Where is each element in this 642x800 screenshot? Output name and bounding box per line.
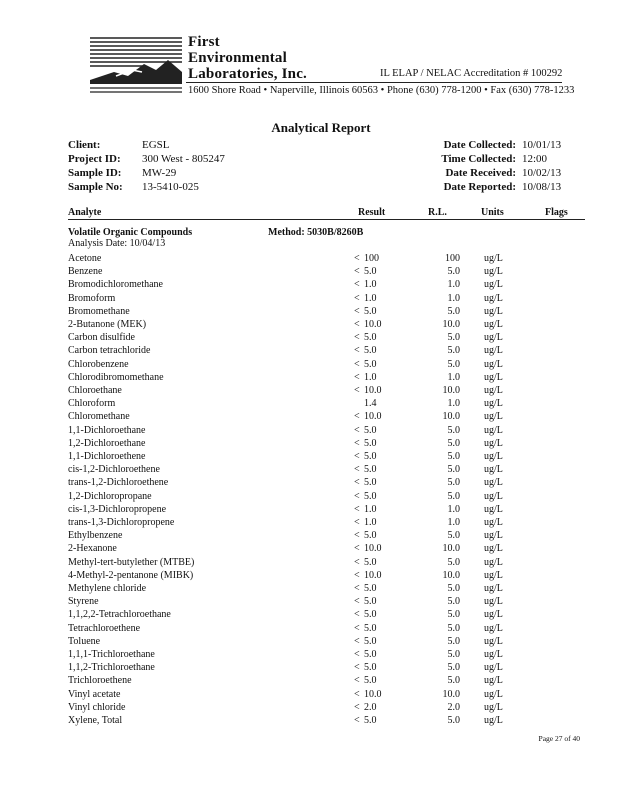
result-cell: 5.0 xyxy=(364,451,377,462)
date-received-value: 10/02/13 xyxy=(522,167,562,179)
rl-cell: 5.0 xyxy=(447,715,460,726)
rl-cell: 5.0 xyxy=(447,609,460,621)
units-cell: ug/L xyxy=(484,609,503,621)
result-cell: 5.0 xyxy=(364,490,377,502)
units-cell: ug/L xyxy=(484,530,503,542)
analyte-cell: Styrene xyxy=(68,596,99,608)
company-address: 1600 Shore Road • Naperville, Illinois 60563 • Phone (630) 778-1200 • Fax (630) 778-1233 xyxy=(188,85,575,96)
qualifier-cell: < xyxy=(354,305,360,317)
units-cell: ug/L xyxy=(484,503,503,515)
rl-cell: 10.0 xyxy=(442,543,460,555)
result-cell: 5.0 xyxy=(364,583,377,594)
analyte-cell: cis-1,3-Dichloropropene xyxy=(68,503,167,515)
analyte-cell: 1,1,1-Trichloroethane xyxy=(68,649,155,660)
qualifier-cell: < xyxy=(354,675,360,687)
rl-cell: 5.0 xyxy=(447,662,460,674)
rl-cell: 5.0 xyxy=(447,424,460,436)
qualifier-cell: < xyxy=(354,477,360,489)
rl-cell: 5.0 xyxy=(447,451,460,462)
qualifier-cell: < xyxy=(354,345,360,357)
units-cell: ug/L xyxy=(484,253,503,264)
result-cell: 10.0 xyxy=(364,385,382,396)
units-cell: ug/L xyxy=(484,649,503,660)
units-cell: ug/L xyxy=(484,543,503,555)
result-cell: 5.0 xyxy=(364,424,377,436)
analyte-cell: Chloroethane xyxy=(68,385,122,396)
qualifier-cell: < xyxy=(354,517,360,528)
analyte-cell: Methyl-tert-butylether (MTBE) xyxy=(68,556,195,568)
result-cell: 5.0 xyxy=(364,530,377,542)
client-value: EGSL xyxy=(142,139,170,151)
analyte-cell: Methylene chloride xyxy=(68,583,147,594)
rl-cell: 5.0 xyxy=(447,583,460,594)
analyte-cell: Toluene xyxy=(68,635,101,647)
qualifier-cell: < xyxy=(354,649,360,660)
units-cell: ug/L xyxy=(484,371,503,383)
rl-cell: 5.0 xyxy=(447,464,460,476)
analyte-cell: 1,1,2,2-Tetrachloroethane xyxy=(68,609,171,621)
result-cell: 2.0 xyxy=(364,701,377,713)
date-collected-label: Date Collected: xyxy=(443,139,516,151)
result-cell: 5.0 xyxy=(364,477,377,489)
units-cell: ug/L xyxy=(484,305,503,317)
analyte-cell: 2-Hexanone xyxy=(68,543,117,555)
analyte-cell: Tetrachloroethene xyxy=(68,622,141,634)
units-cell: ug/L xyxy=(484,596,503,608)
units-cell: ug/L xyxy=(484,490,503,502)
qualifier-cell: < xyxy=(354,635,360,647)
rl-cell: 100 xyxy=(445,253,460,264)
rl-cell: 5.0 xyxy=(447,437,460,449)
rl-cell: 5.0 xyxy=(447,266,460,278)
result-cell: 5.0 xyxy=(364,437,377,449)
table-header-divider xyxy=(68,219,585,220)
qualifier-cell: < xyxy=(354,332,360,344)
date-reported-label: Date Reported: xyxy=(443,181,516,193)
qualifier-cell: < xyxy=(354,688,360,700)
units-cell: ug/L xyxy=(484,477,503,489)
analyte-cell: Benzene xyxy=(68,266,103,278)
company-logo xyxy=(86,32,186,94)
qualifier-cell: < xyxy=(354,583,360,594)
analyte-cell: cis-1,2-Dichloroethene xyxy=(68,464,160,476)
date-collected-value: 10/01/13 xyxy=(522,139,562,151)
qualifier-cell: < xyxy=(354,701,360,713)
qualifier-cell: < xyxy=(354,451,360,462)
client-label: Client: xyxy=(68,139,101,151)
analyte-cell: Trichloroethene xyxy=(68,675,132,687)
result-cell: 5.0 xyxy=(364,556,377,568)
rl-cell: 1.0 xyxy=(447,503,460,515)
qualifier-cell: < xyxy=(354,437,360,449)
analyte-cell: 1,2-Dichloroethane xyxy=(68,437,146,449)
result-cell: 1.0 xyxy=(364,371,377,383)
sample-id-value: MW-29 xyxy=(142,167,177,179)
analyte-cell: 1,1,2-Trichloroethane xyxy=(68,662,155,674)
units-cell: ug/L xyxy=(484,451,503,462)
rl-cell: 10.0 xyxy=(442,319,460,330)
qualifier-cell: < xyxy=(354,292,360,304)
company-name-line-1: First xyxy=(188,34,220,50)
analyte-cell: Vinyl chloride xyxy=(68,701,126,713)
result-cell: 5.0 xyxy=(364,596,377,608)
units-cell: ug/L xyxy=(484,701,503,713)
rl-cell: 5.0 xyxy=(447,556,460,568)
units-cell: ug/L xyxy=(484,385,503,396)
units-cell: ug/L xyxy=(484,332,503,344)
company-name-line-3: Laboratories, Inc. xyxy=(188,66,308,82)
analyte-cell: 2-Butanone (MEK) xyxy=(68,319,147,330)
analyte-cell: 1,1-Dichloroethene xyxy=(68,451,146,462)
rl-cell: 1.0 xyxy=(447,292,460,304)
rl-cell: 1.0 xyxy=(447,371,460,383)
units-cell: ug/L xyxy=(484,411,503,423)
result-cell: 5.0 xyxy=(364,345,377,357)
qualifier-cell: < xyxy=(354,490,360,502)
qualifier-cell: < xyxy=(354,530,360,542)
rl-cell: 5.0 xyxy=(447,345,460,357)
qualifier-cell: < xyxy=(354,556,360,568)
units-cell: ug/L xyxy=(484,358,503,370)
result-cell: 1.0 xyxy=(364,292,377,304)
result-cell: 5.0 xyxy=(364,715,377,726)
qualifier-cell: < xyxy=(354,543,360,555)
units-cell: ug/L xyxy=(484,569,503,581)
report-title: Analytical Report xyxy=(271,120,371,135)
result-cell: 5.0 xyxy=(364,635,377,647)
result-cell: 5.0 xyxy=(364,649,377,660)
analyte-cell: Xylene, Total xyxy=(68,715,123,726)
result-cell: 100 xyxy=(364,253,379,264)
units-cell: ug/L xyxy=(484,517,503,528)
qualifier-cell: < xyxy=(354,424,360,436)
analyte-cell: 1,2-Dichloropropane xyxy=(68,490,152,502)
rl-cell: 1.0 xyxy=(447,517,460,528)
qualifier-cell: < xyxy=(354,622,360,634)
analyte-column-header: Analyte xyxy=(68,207,102,218)
rl-column-header: R.L. xyxy=(428,207,447,218)
qualifier-cell: < xyxy=(354,715,360,726)
flags-column-header: Flags xyxy=(545,207,568,218)
units-cell: ug/L xyxy=(484,556,503,568)
units-cell: ug/L xyxy=(484,398,503,410)
units-cell: ug/L xyxy=(484,715,503,726)
result-cell: 10.0 xyxy=(364,569,382,581)
units-cell: ug/L xyxy=(484,662,503,674)
qualifier-cell: < xyxy=(354,266,360,278)
rl-cell: 5.0 xyxy=(447,635,460,647)
sample-id-label: Sample ID: xyxy=(68,167,122,179)
result-cell: 10.0 xyxy=(364,543,382,555)
units-cell: ug/L xyxy=(484,675,503,687)
analyte-cell: 4-Methyl-2-pentanone (MIBK) xyxy=(68,569,194,581)
sample-no-value: 13-5410-025 xyxy=(142,181,199,193)
rl-cell: 5.0 xyxy=(447,675,460,687)
rl-cell: 5.0 xyxy=(447,305,460,317)
method-label: Method: 5030B/8260B xyxy=(268,227,364,238)
result-cell: 5.0 xyxy=(364,332,377,344)
qualifier-cell: < xyxy=(354,253,360,264)
analyte-cell: Acetone xyxy=(68,253,102,264)
analyte-cell: Chloromethane xyxy=(68,411,130,423)
units-column-header: Units xyxy=(481,207,504,218)
result-cell: 5.0 xyxy=(364,305,377,317)
page-number: Page 27 of 40 xyxy=(538,734,580,743)
rl-cell: 5.0 xyxy=(447,477,460,489)
qualifier-cell: < xyxy=(354,319,360,330)
time-collected-label: Time Collected: xyxy=(441,153,516,165)
rl-cell: 2.0 xyxy=(447,701,460,713)
qualifier-cell: < xyxy=(354,464,360,476)
analyte-cell: trans-1,2-Dichloroethene xyxy=(68,477,169,489)
result-cell: 5.0 xyxy=(364,675,377,687)
units-cell: ug/L xyxy=(484,464,503,476)
result-cell: 10.0 xyxy=(364,688,382,700)
analyte-cell: Bromomethane xyxy=(68,305,130,317)
units-cell: ug/L xyxy=(484,292,503,304)
units-cell: ug/L xyxy=(484,622,503,634)
rl-cell: 5.0 xyxy=(447,649,460,660)
result-cell: 5.0 xyxy=(364,622,377,634)
rl-cell: 1.0 xyxy=(447,398,460,410)
result-cell: 1.0 xyxy=(364,279,377,291)
rl-cell: 10.0 xyxy=(442,385,460,396)
qualifier-cell: < xyxy=(354,609,360,621)
qualifier-cell: < xyxy=(354,569,360,581)
qualifier-cell: < xyxy=(354,279,360,291)
result-cell: 5.0 xyxy=(364,609,377,621)
analyte-cell: trans-1,3-Dichloropropene xyxy=(68,517,175,528)
analyte-cell: 1,1-Dichloroethane xyxy=(68,424,146,436)
company-name xyxy=(188,34,307,82)
qualifier-cell: < xyxy=(354,411,360,423)
result-cell: 1.0 xyxy=(364,503,377,515)
analyte-cell: Chlorodibromomethane xyxy=(68,371,164,383)
company-name-line-2: Environmental xyxy=(188,50,288,66)
result-cell: 5.0 xyxy=(364,662,377,674)
units-cell: ug/L xyxy=(484,437,503,449)
time-collected-value: 12:00 xyxy=(522,153,548,165)
header-divider xyxy=(186,82,562,83)
units-cell: ug/L xyxy=(484,279,503,291)
units-cell: ug/L xyxy=(484,688,503,700)
units-cell: ug/L xyxy=(484,266,503,278)
qualifier-cell: < xyxy=(354,596,360,608)
result-cell: 5.0 xyxy=(364,358,377,370)
rl-cell: 10.0 xyxy=(442,569,460,581)
analyte-cell: Ethylbenzene xyxy=(68,530,123,542)
analyte-cell: Chloroform xyxy=(68,398,116,410)
analysis-date: Analysis Date: 10/04/13 xyxy=(68,238,166,249)
date-received-label: Date Received: xyxy=(445,167,516,179)
rl-cell: 10.0 xyxy=(442,411,460,423)
rl-cell: 5.0 xyxy=(447,530,460,542)
sample-no-label: Sample No: xyxy=(68,181,123,193)
result-column-header: Result xyxy=(358,207,386,218)
rl-cell: 5.0 xyxy=(447,622,460,634)
rl-cell: 10.0 xyxy=(442,688,460,700)
accreditation-number: IL ELAP / NELAC Accreditation # 100292 xyxy=(380,68,563,79)
units-cell: ug/L xyxy=(484,424,503,436)
rl-cell: 1.0 xyxy=(447,279,460,291)
result-cell: 10.0 xyxy=(364,319,382,330)
units-cell: ug/L xyxy=(484,345,503,357)
analyte-cell: Bromoform xyxy=(68,292,116,304)
qualifier-cell: < xyxy=(354,662,360,674)
rl-cell: 5.0 xyxy=(447,332,460,344)
rl-cell: 5.0 xyxy=(447,490,460,502)
rl-cell: 5.0 xyxy=(447,358,460,370)
qualifier-cell: < xyxy=(354,358,360,370)
qualifier-cell: < xyxy=(354,371,360,383)
analyte-cell: Carbon disulfide xyxy=(68,332,135,344)
result-cell: 5.0 xyxy=(364,464,377,476)
result-cell: 5.0 xyxy=(364,266,377,278)
units-cell: ug/L xyxy=(484,319,503,330)
analyte-cell: Bromodichloromethane xyxy=(68,279,163,291)
qualifier-cell: < xyxy=(354,503,360,515)
result-cell: 10.0 xyxy=(364,411,382,423)
analyte-cell: Carbon tetrachloride xyxy=(68,345,151,357)
result-cell: 1.0 xyxy=(364,517,377,528)
project-id-value: 300 West - 805247 xyxy=(142,153,225,165)
section-title: Volatile Organic Compounds xyxy=(68,227,193,238)
qualifier-cell: < xyxy=(354,385,360,396)
analyte-cell: Chlorobenzene xyxy=(68,358,129,370)
rl-cell: 5.0 xyxy=(447,596,460,608)
project-id-label: Project ID: xyxy=(68,153,121,165)
analyte-cell: Vinyl acetate xyxy=(68,688,121,700)
units-cell: ug/L xyxy=(484,583,503,594)
date-reported-value: 10/08/13 xyxy=(522,181,562,193)
result-cell: 1.4 xyxy=(364,398,377,410)
units-cell: ug/L xyxy=(484,635,503,647)
